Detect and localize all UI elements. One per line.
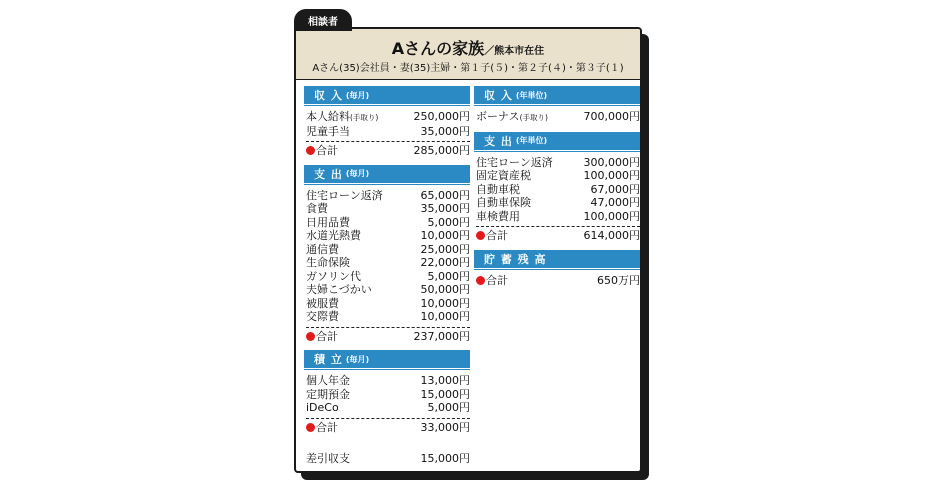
item-label: 交際費 [306, 310, 339, 323]
item-label: iDeCo [306, 401, 339, 414]
difference-label: 差引収支 [306, 452, 350, 465]
section-title: 支 出 [314, 167, 343, 181]
item-note: (手取り) [519, 113, 548, 122]
total-row [306, 418, 470, 435]
list-item [306, 401, 470, 415]
list-item [306, 256, 470, 270]
list-item [306, 189, 470, 203]
list-item [306, 374, 470, 388]
item-value: 47,000円 [590, 196, 640, 209]
list-item [476, 169, 640, 183]
section-note: (毎月) [345, 90, 370, 100]
item-label: 自動車保険 [476, 196, 531, 209]
item-label: 夫婦こづかい [306, 283, 372, 296]
total-row [476, 274, 640, 288]
title-main: Aさんの家族 [391, 39, 485, 58]
list-item [306, 202, 470, 216]
list-item [306, 216, 470, 230]
section-note: (毎月) [345, 169, 370, 178]
list-item [306, 283, 470, 297]
section-title: 支 出 [484, 134, 513, 148]
item-label: 被服費 [306, 296, 339, 310]
section-header-monthly-income [304, 86, 470, 104]
item-label: ガソリン代 [306, 269, 361, 283]
consultant-badge [294, 9, 352, 31]
section-header-savings-balance [474, 250, 640, 268]
total-value: 33,000円 [420, 420, 470, 434]
list-item [306, 125, 470, 139]
list-item [306, 388, 470, 402]
item-value: 67,000円 [590, 182, 640, 196]
red-dot-icon [306, 423, 315, 432]
item-label: 個人年金 [306, 374, 350, 387]
item-value: 10,000円 [420, 310, 470, 323]
item-value: 65,000円 [420, 188, 470, 202]
annual-expense-list [474, 150, 640, 243]
item-value: 35,000円 [420, 202, 470, 215]
total-label: 合計 [316, 420, 338, 434]
item-value: 5,000円 [427, 215, 470, 229]
item-value: 10,000円 [420, 296, 470, 310]
list-item [306, 229, 470, 243]
monthly-savings-list [304, 368, 470, 466]
item-label: 車検費用 [476, 209, 520, 223]
item-value: 700,000円 [583, 110, 640, 123]
item-label: ボーナス [476, 110, 520, 123]
item-note: (手取り) [350, 113, 379, 122]
item-value: 25,000円 [420, 242, 470, 256]
item-label: 通信費 [306, 242, 339, 256]
savings-balance-list [474, 268, 640, 288]
item-label: 自動車税 [476, 182, 520, 196]
item-value: 13,000円 [420, 374, 470, 387]
annual-column [474, 86, 640, 287]
card-header [296, 29, 640, 80]
item-value: 15,000円 [420, 387, 470, 401]
badge-label: 相談者 [308, 16, 338, 28]
list-item [306, 270, 470, 284]
section-note: (毎月) [345, 354, 370, 364]
section-title: 積 立 [314, 353, 343, 366]
family-description: Aさん(35)会社員・妻(35)主婦・第１子(５)・第２子(４)・第３子(１) [312, 63, 624, 74]
item-value: 250,000円 [413, 110, 470, 123]
list-item [306, 297, 470, 311]
list-item [476, 156, 640, 170]
difference-row [306, 452, 470, 466]
list-item [476, 183, 640, 197]
red-dot-icon [306, 146, 315, 155]
list-item [476, 110, 640, 125]
item-label: 生命保険 [306, 256, 350, 269]
red-dot-icon [306, 332, 315, 341]
section-note: (年単位) [515, 136, 548, 145]
item-label: 住宅ローン返済 [306, 188, 383, 202]
monthly-column [304, 86, 470, 466]
red-dot-icon [476, 276, 485, 285]
item-value: 100,000円 [583, 209, 640, 223]
section-title: 収 入 [314, 89, 343, 102]
list-item [306, 243, 470, 257]
total-row [476, 226, 640, 243]
annual-income-list [474, 104, 640, 125]
item-value: 10,000円 [420, 229, 470, 242]
total-value: 614,000円 [583, 229, 640, 242]
item-value: 5,000円 [427, 401, 470, 414]
monthly-income-list [304, 104, 470, 158]
list-item [476, 210, 640, 224]
list-item [476, 196, 640, 210]
total-row [306, 327, 470, 344]
section-header-monthly-savings [304, 350, 470, 368]
item-label: 住宅ローン返済 [476, 155, 553, 169]
section-title: 貯 蓄 残 高 [484, 252, 547, 266]
total-value: 285,000円 [413, 144, 470, 157]
total-label: 合計 [316, 144, 338, 157]
list-item [306, 310, 470, 324]
item-value: 300,000円 [583, 155, 640, 169]
total-label: 合計 [316, 329, 338, 343]
section-header-annual-expense [474, 132, 640, 150]
title-sub: ／熊本市在住 [484, 46, 545, 57]
section-title: 収 入 [484, 89, 513, 102]
total-row [306, 141, 470, 158]
section-note: (年単位) [515, 90, 548, 100]
item-value: 35,000円 [420, 124, 470, 138]
total-label: 合計 [486, 229, 508, 242]
monthly-expense-list [304, 183, 470, 344]
item-label: 食費 [306, 202, 328, 215]
list-item [306, 110, 470, 125]
item-value: 5,000円 [427, 269, 470, 283]
item-value: 22,000円 [420, 256, 470, 269]
household-budget-card [294, 27, 642, 473]
difference-value: 15,000円 [420, 452, 470, 465]
section-header-monthly-expense [304, 165, 470, 183]
section-header-annual-income [474, 86, 640, 104]
item-label: 児童手当 [306, 124, 350, 138]
item-label: 固定資産税 [476, 169, 531, 182]
item-label: 水道光熱費 [306, 229, 361, 242]
red-dot-icon [476, 231, 485, 240]
total-value: 650万円 [597, 273, 640, 287]
item-label: 定期預金 [306, 387, 350, 401]
item-label: 日用品費 [306, 215, 350, 229]
total-label: 合計 [486, 273, 508, 287]
page-title [296, 36, 640, 59]
item-value: 100,000円 [583, 169, 640, 182]
total-value: 237,000円 [413, 329, 470, 343]
item-label: 本人給料 [306, 110, 350, 123]
item-value: 50,000円 [420, 283, 470, 296]
